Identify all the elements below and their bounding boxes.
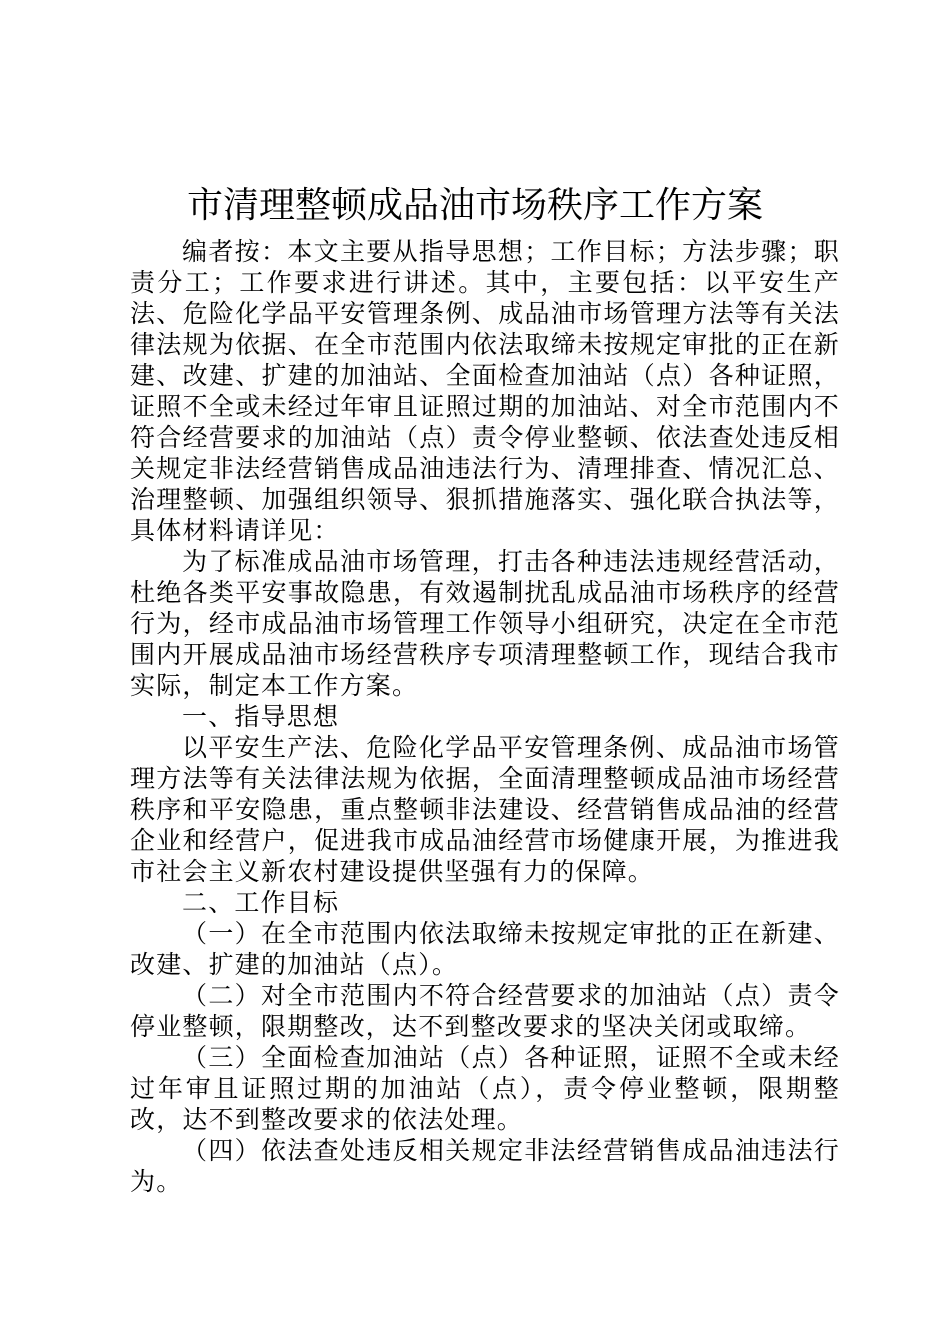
work-goal-item-4: （四）依法查处违反相关规定非法经营销售成品油违法行为。 [130,1136,840,1196]
intro-paragraph: 为了标准成品油市场管理，打击各种违法违规经营活动，杜绝各类平安事故隐患，有效遏制扰乱成品油市场秩序的经营行为，经市成品油市场管理工作领导小组研究，决定在全市范围内开展成品油市场经营秩序专项清理整顿工作，现结合我市实际，制定本工作方案。 [130,547,840,700]
work-goal-item-2: （二）对全市范围内不符合经营要求的加油站（点）责令停业整顿，限期整改，达不到整改要求的坚决关闭或取缔。 [130,981,840,1041]
editor-note-paragraph: 编者按：本文主要从指导思想；工作目标；方法步骤；职责分工；工作要求进行讲述。其中，主要包括：以平安生产法、危险化学品平安管理条例、成品油市场管理方法等有关法律法规为依据、在全市范围内依法取缔未按规定审批的正在新建、改建、扩建的加油站、全面检查加油站（点）各种证照，证照不全或未经过年审且证照过期的加油站、对全市范围内不符合经营要求的加油站（点）责令停业整顿、依法查处违反相关规定非法经营销售成品油违法行为、清理排查、情况汇总、治理整顿、加强组织领导、狠抓措施落实、强化联合执法等，具体材料请详见： [130,237,840,545]
guiding-thought-paragraph: 以平安生产法、危险化学品平安管理条例、成品油市场管理方法等有关法律法规为依据，全面清理整顿成品油市场经营秩序和平安隐患，重点整顿非法建设、经营销售成品油的经营企业和经营户，促进我市成品油经营市场健康开展，为推进我市社会主义新农村建设提供坚强有力的保障。 [130,733,840,886]
work-goal-item-3: （三）全面检查加油站（点）各种证照，证照不全或未经过年审且证照过期的加油站（点），责令停业整顿，限期整改，达不到整改要求的依法处理。 [130,1043,840,1134]
section-heading-work-goals: 二、工作目标 [182,888,340,917]
section-heading-guiding-thought: 一、指导思想 [182,702,340,731]
work-goal-item-1: （一）在全市范围内依法取缔未按规定审批的正在新建、改建、扩建的加油站（点）。 [130,919,840,979]
document-title: 市清理整顿成品油市场秩序工作方案 [186,185,763,226]
document-body [130,236,840,1197]
